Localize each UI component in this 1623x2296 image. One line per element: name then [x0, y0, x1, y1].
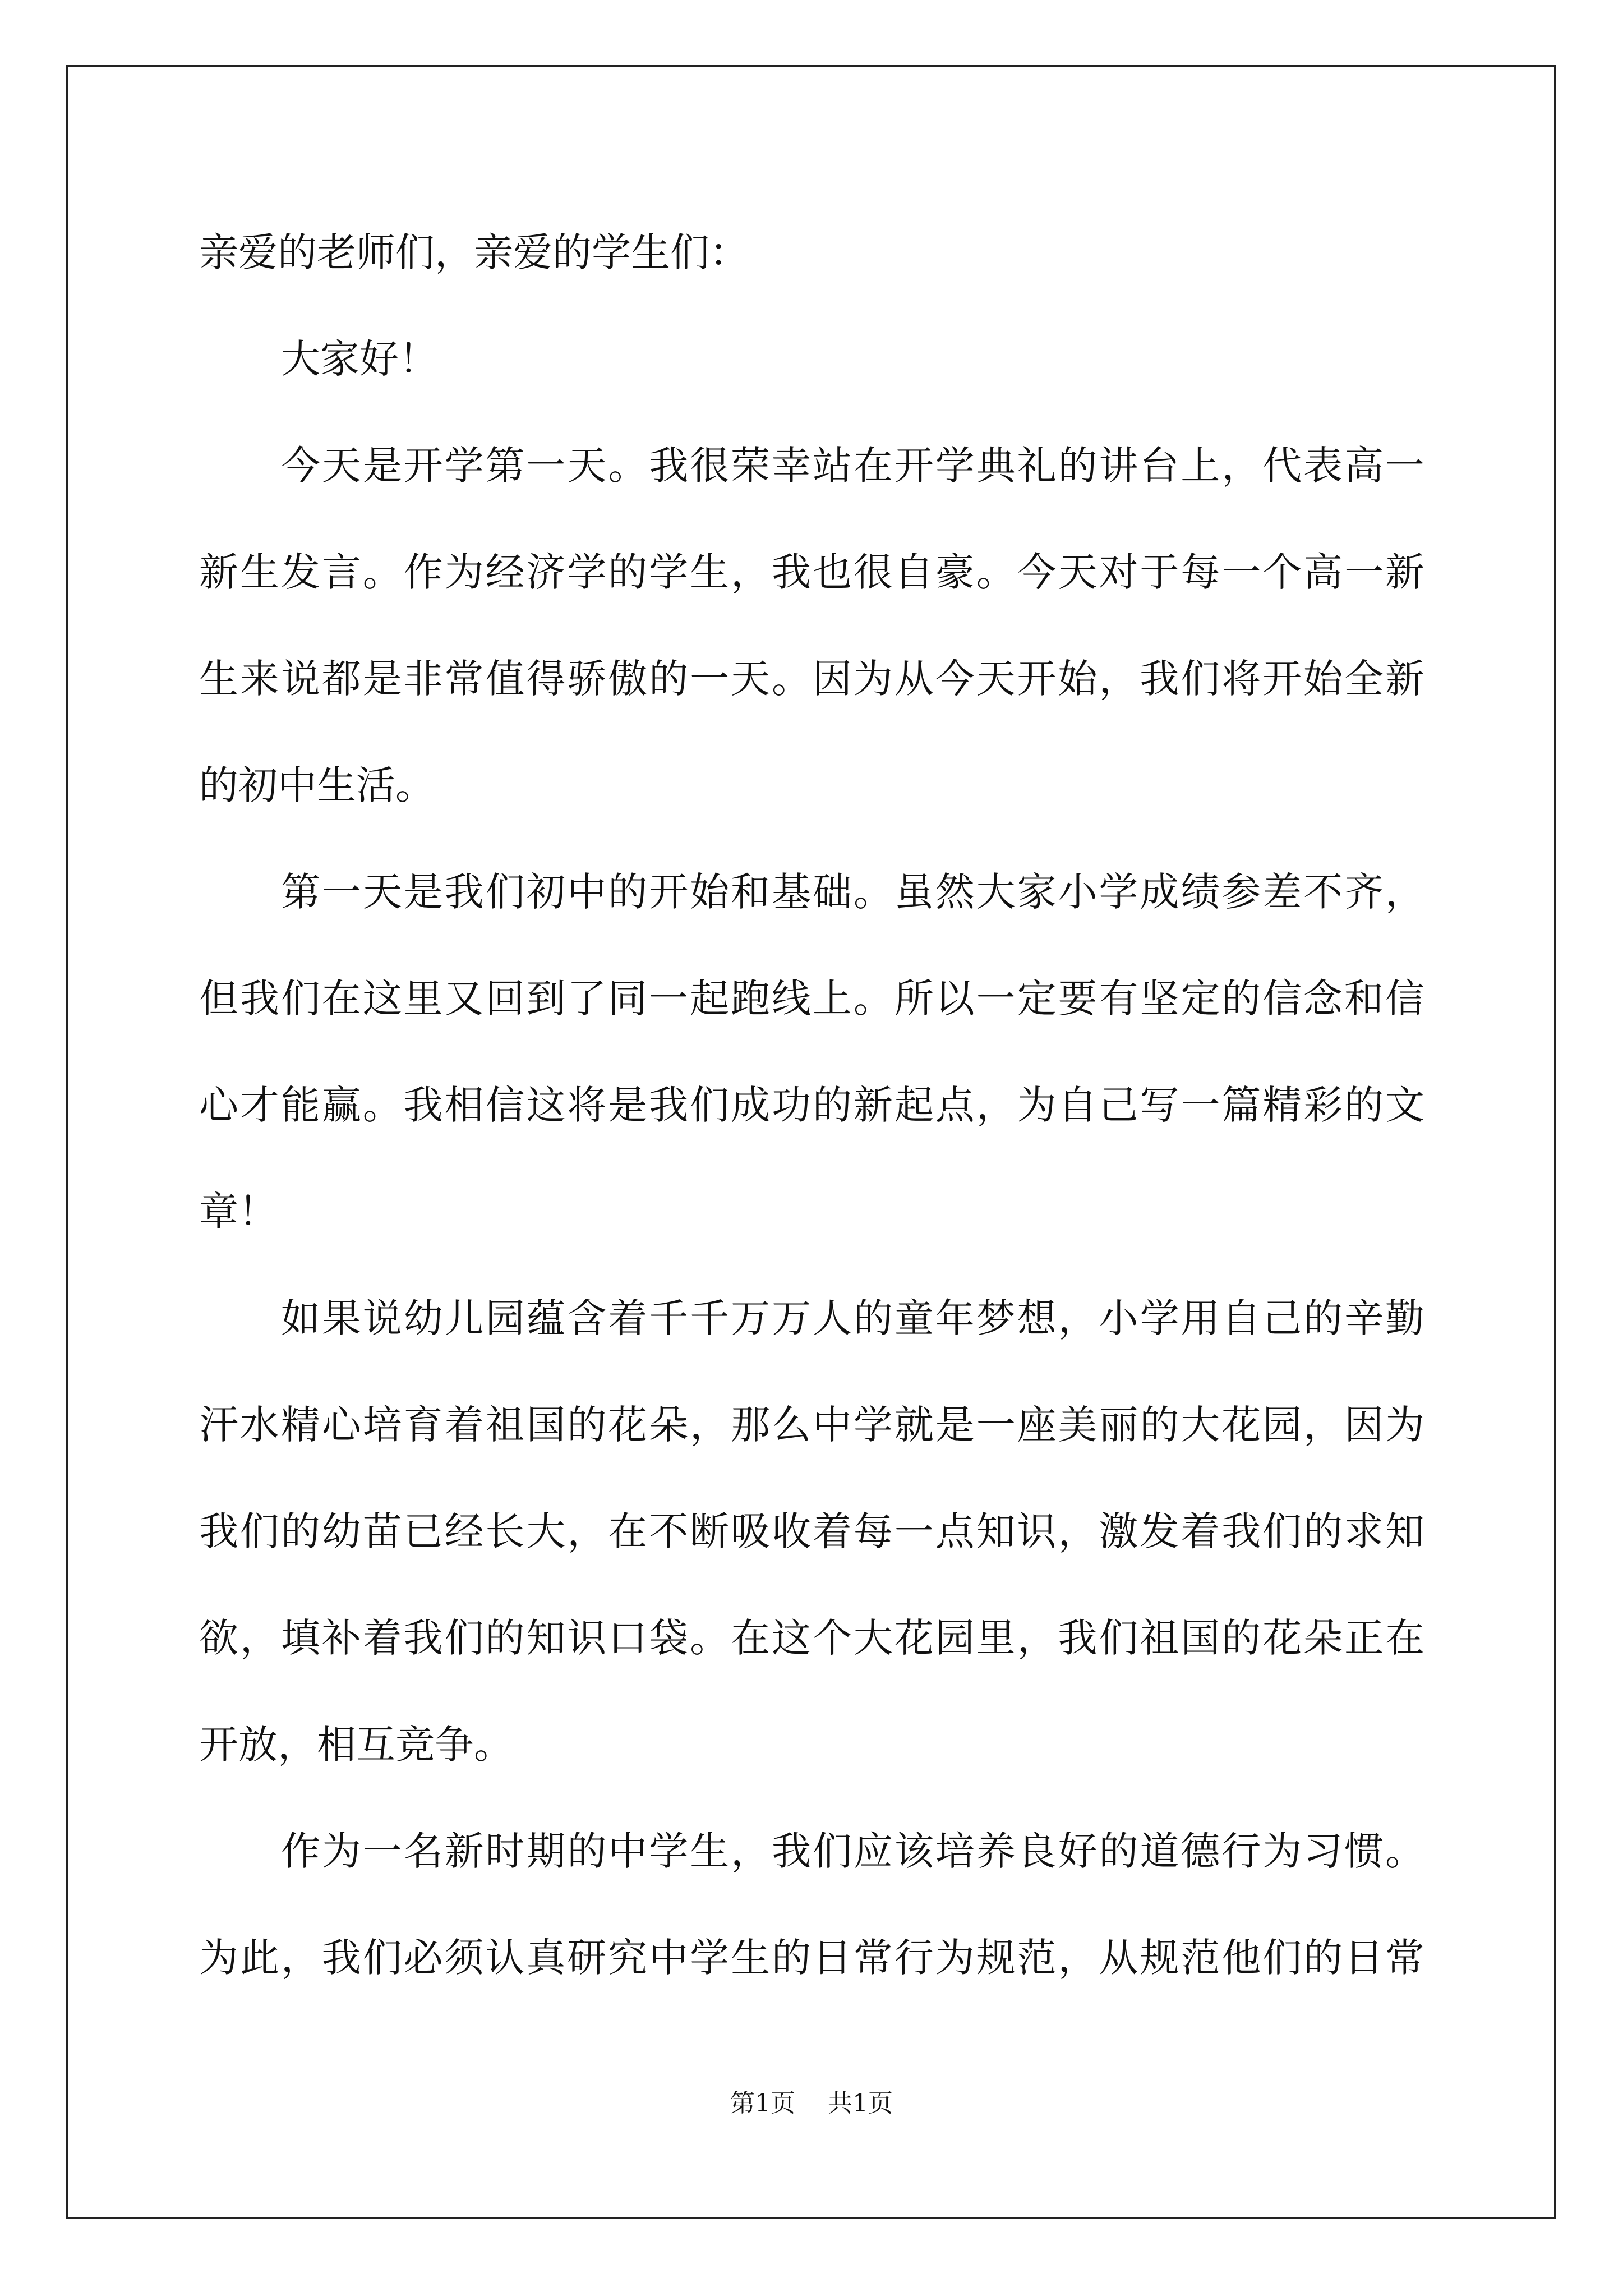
text-line: 的初中生活。: [199, 762, 435, 808]
text-line: 今天是开学第一天。我很荣幸站在开学典礼的讲台上，代表高一: [281, 443, 1424, 489]
text-line: 章！: [199, 1189, 278, 1235]
page-number: 第1页: [730, 2089, 795, 2118]
text-line: 第一天是我们初中的开始和基础。虽然大家小学成绩参差不齐，: [281, 869, 1424, 915]
text-line: 但我们在这里又回到了同一起跑线上。所以一定要有坚定的信念和信: [199, 976, 1424, 1022]
text-line: 如果说幼儿园蕴含着千千万万人的童年梦想，小学用自己的辛勤: [281, 1295, 1424, 1341]
document-body: [199, 213, 1424, 2025]
text-line: 为此，我们必须认真研究中学生的日常行为规范，从规范他们的日常: [199, 1935, 1424, 1981]
page-total: 共1页: [828, 2089, 893, 2118]
text-line: 作为一名新时期的中学生，我们应该培养良好的道德行为习惯。: [281, 1828, 1424, 1874]
text-line: 我们的幼苗已经长大，在不断吸收着每一点知识，激发着我们的求知: [199, 1508, 1424, 1554]
text-line: 新生发言。作为经济学的学生，我也很自豪。今天对于每一个高一新: [199, 549, 1424, 595]
page-footer: [0, 2087, 1623, 2120]
text-line: 汗水精心培育着祖国的花朵，那么中学就是一座美丽的大花园，因为: [199, 1402, 1424, 1448]
text-line: 欲，填补着我们的知识口袋。在这个大花园里，我们祖国的花朵正在: [199, 1615, 1424, 1661]
text-line: 亲爱的老师们，亲爱的学生们：: [199, 229, 749, 275]
text-line: 开放，相互竞争。: [199, 1722, 513, 1768]
text-line: 大家好！: [281, 336, 438, 382]
text-line: 生来说都是非常值得骄傲的一天。因为从今天开始，我们将开始全新: [199, 656, 1424, 702]
text-line: 心才能赢。我相信这将是我们成功的新起点，为自己写一篇精彩的文: [199, 1082, 1424, 1128]
